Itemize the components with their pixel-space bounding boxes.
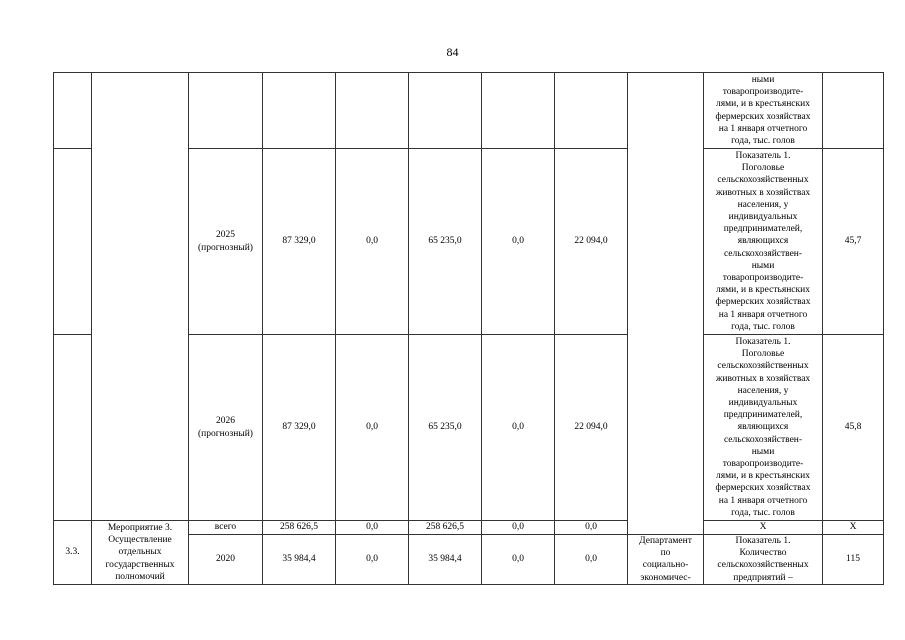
other-cell: 22 094,0 <box>555 335 628 521</box>
executor-cell: Департамент по социально- экономичес- <box>628 535 704 585</box>
number-cell <box>54 335 92 521</box>
federal-cell: 0,0 <box>336 521 409 535</box>
page-number: 84 <box>446 45 459 59</box>
indicator-cell: Показатель 1. Поголовье сельскохозяйственных животных в хозяйствах населения, у индивидуальных предпринимателей, являющихся сельскохозяйствен- ными товаропроизводите- лями, и в крестьянских фермерских хозяйствах на 1 января отчетного года, тыс. голов <box>704 149 823 335</box>
regional-cell: 258 626,5 <box>409 521 482 535</box>
table-row <box>54 521 884 535</box>
indicator-cell: Показатель 1. Поголовье сельскохозяйственных животных в хозяйствах населения, у индивидуальных предпринимателей, являющихся сельскохозяйствен- ными товаропроизводите- лями, и в крестьянских фермерских хозяйствах на 1 января отчетного года, тыс. голов <box>704 335 823 521</box>
executor-cell <box>628 73 704 535</box>
local-cell: 0,0 <box>482 521 555 535</box>
indicator-cell: Х <box>704 521 823 535</box>
other-cell: 0,0 <box>555 535 628 585</box>
federal-cell <box>336 73 409 149</box>
measure-name-cell <box>92 73 189 521</box>
local-cell: 0,0 <box>482 535 555 585</box>
year-cell: 2026 (прогнозный) <box>189 335 263 521</box>
local-cell: 0,0 <box>482 149 555 335</box>
measure-name-cell: Мероприятие 3. Осуществление отдельных государственных полномочий <box>92 521 189 585</box>
regional-cell: 65 235,0 <box>409 335 482 521</box>
regional-cell <box>409 73 482 149</box>
indicator-value-cell <box>823 73 884 149</box>
indicator-value-cell: Х <box>823 521 884 535</box>
other-cell: 0,0 <box>555 521 628 535</box>
federal-cell: 0,0 <box>336 149 409 335</box>
year-cell <box>189 73 263 149</box>
table-row <box>54 73 884 149</box>
indicator-cell: ными товаропроизводите- лями, и в крестьянских фермерских хозяйствах на 1 января отчетного года, тыс. голов <box>704 73 823 149</box>
regional-cell: 65 235,0 <box>409 149 482 335</box>
other-cell <box>555 73 628 149</box>
indicator-value-cell: 45,8 <box>823 335 884 521</box>
year-cell: 2020 <box>189 535 263 585</box>
regional-cell: 35 984,4 <box>409 535 482 585</box>
local-cell <box>482 73 555 149</box>
indicator-value-cell: 115 <box>823 535 884 585</box>
federal-cell: 0,0 <box>336 535 409 585</box>
total-cell: 87 329,0 <box>263 335 336 521</box>
other-cell: 22 094,0 <box>555 149 628 335</box>
total-cell <box>263 73 336 149</box>
number-cell <box>54 149 92 335</box>
number-cell <box>54 73 92 149</box>
local-cell: 0,0 <box>482 335 555 521</box>
federal-cell: 0,0 <box>336 335 409 521</box>
program-table <box>53 72 884 585</box>
total-cell: 87 329,0 <box>263 149 336 335</box>
indicator-cell: Показатель 1. Количество сельскохозяйственных предприятий – <box>704 535 823 585</box>
indicator-value-cell: 45,7 <box>823 149 884 335</box>
year-cell: всего <box>189 521 263 535</box>
total-cell: 258 626,5 <box>263 521 336 535</box>
total-cell: 35 984,4 <box>263 535 336 585</box>
year-cell: 2025 (прогнозный) <box>189 149 263 335</box>
number-cell: 3.3. <box>54 521 92 585</box>
